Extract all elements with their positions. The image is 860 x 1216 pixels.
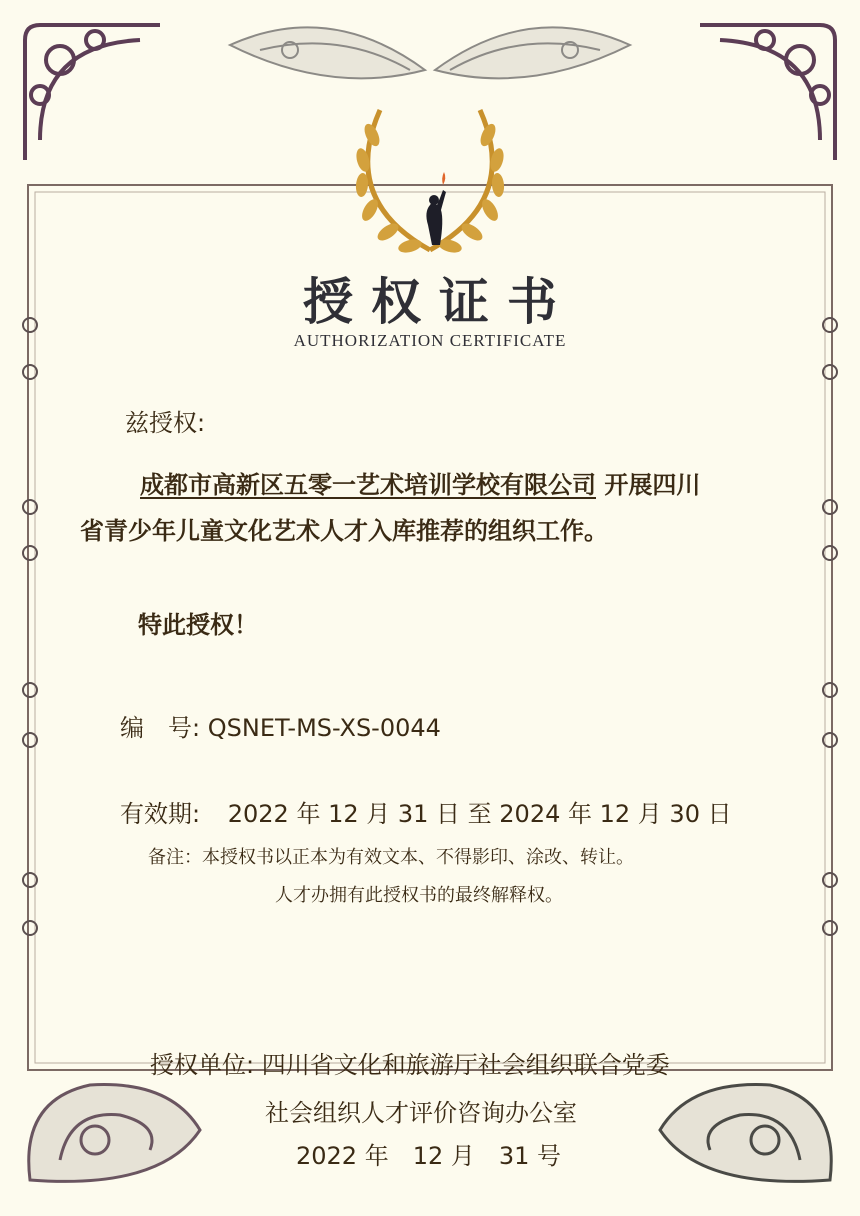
top-leaf-ornament	[230, 27, 630, 78]
validity-value: 2022 年 12 月 31 日 至 2024 年 12 月 30 日	[227, 800, 732, 828]
validity-period	[120, 794, 732, 829]
certificate-number	[120, 708, 441, 743]
authorization-line-1	[140, 465, 700, 500]
special-statement: 特此授权！	[138, 611, 258, 639]
authorization-line-2: 省青少年儿童文化艺术人才入库推荐的组织工作。	[80, 517, 608, 545]
certificate-subtitle: AUTHORIZATION CERTIFICATE	[293, 331, 567, 350]
corner-flourish-top-right	[700, 25, 835, 160]
number-label: 编 号:	[120, 714, 201, 742]
issue-date: 2022 年 12 月 31 号	[296, 1142, 562, 1170]
corner-flourish-top-left	[25, 25, 160, 160]
corner-flourish-bottom-right	[660, 1085, 831, 1182]
corner-flourish-bottom-left	[29, 1085, 200, 1182]
note-line-2: 人才办拥有此授权书的最终解释权。	[275, 885, 563, 906]
issuer-line-1: 四川省文化和旅游厅社会组织联合党委	[261, 1051, 670, 1079]
note-line-1: 备注：本授权书以正本为有效文本、不得影印、涂改、转让。	[148, 847, 634, 868]
issuer-line-2: 社会组织人才评价咨询办公室	[265, 1099, 577, 1127]
certificate-title: 授权证书	[303, 272, 575, 331]
body-line1-suffix: 开展四川	[604, 471, 701, 499]
salutation: 兹授权:	[125, 409, 206, 437]
authorized-organization: 成都市高新区五零一艺术培训学校有限公司	[140, 471, 596, 499]
issuer	[150, 1045, 670, 1080]
number-value: QSNET-MS-XS-0044	[207, 714, 441, 742]
issuer-label: 授权单位:	[150, 1051, 255, 1079]
laurel-wreath-emblem	[354, 110, 506, 255]
validity-label: 有效期:	[120, 800, 201, 828]
